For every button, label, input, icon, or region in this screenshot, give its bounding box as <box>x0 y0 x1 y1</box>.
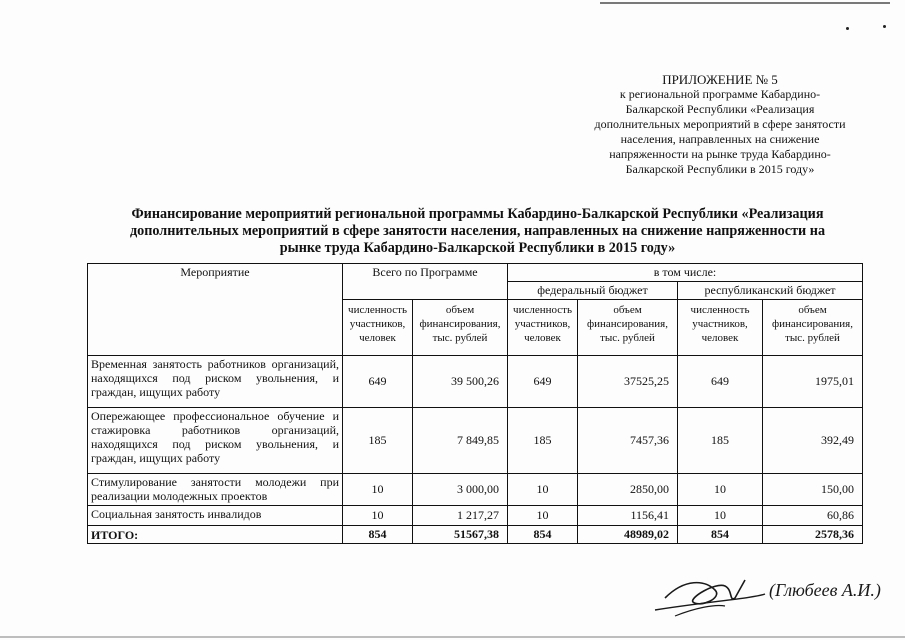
appendix-line: напряженности на рынке труда Кабардино- <box>609 147 831 161</box>
cell-rep-sum: 150,00 <box>763 474 863 506</box>
cell-total-people: 854 <box>343 526 413 544</box>
row-name: Опережающее профессиональное обучение и стажировка работников организаций, находящихся под риском увольнения, и граждан, ищущих работу <box>88 408 343 474</box>
cell-fed-sum: 2850,00 <box>578 474 678 506</box>
scan-speck <box>846 27 849 30</box>
row-name: Стимулирование занятости молодежи при реализации молодежных проектов <box>88 474 343 506</box>
scan-edge-bottom <box>0 636 905 638</box>
table-row <box>88 408 863 474</box>
header-measure: Мероприятие <box>88 264 343 356</box>
cell-fed-sum: 1156,41 <box>578 506 678 526</box>
cell-total-sum: 7 849,85 <box>413 408 508 474</box>
cell-total-people: 185 <box>343 408 413 474</box>
handwritten-signature <box>645 568 905 628</box>
total-row <box>88 526 863 544</box>
header-including: в том числе: <box>508 264 863 282</box>
header-volume: объем финансирования, тыс. рублей <box>413 300 508 356</box>
signature-text: (Глюбеев А.И.) <box>769 580 881 600</box>
cell-total-people: 10 <box>343 474 413 506</box>
cell-rep-sum: 2578,36 <box>763 526 863 544</box>
cell-fed-people: 649 <box>508 356 578 408</box>
cell-total-people: 649 <box>343 356 413 408</box>
header-volume: объем финансирования, тыс. рублей <box>578 300 678 356</box>
header-total-program: Всего по Программе <box>343 264 508 300</box>
cell-rep-sum: 392,49 <box>763 408 863 474</box>
cell-total-sum: 3 000,00 <box>413 474 508 506</box>
cell-fed-sum: 37525,25 <box>578 356 678 408</box>
cell-fed-sum: 48989,02 <box>578 526 678 544</box>
scan-speck <box>883 25 886 28</box>
appendix-heading: ПРИЛОЖЕНИЕ № 5 <box>662 72 778 87</box>
cell-total-sum: 51567,38 <box>413 526 508 544</box>
appendix-line: к региональной программе Кабардино- <box>619 87 821 101</box>
header-participants: численность участников, человек <box>678 300 763 356</box>
cell-rep-people: 10 <box>678 474 763 506</box>
row-name: Временная занятость работников организаций, находящихся под риском увольнения, и граждан, ищущих работу <box>88 356 343 408</box>
scan-edge-top <box>600 2 890 4</box>
cell-fed-people: 185 <box>508 408 578 474</box>
cell-rep-people: 10 <box>678 506 763 526</box>
appendix-line: дополнительных мероприятий в сфере занятости <box>594 117 846 131</box>
appendix-line: Балкарской Республики «Реализация <box>625 102 815 116</box>
cell-total-sum: 1 217,27 <box>413 506 508 526</box>
cell-fed-sum: 7457,36 <box>578 408 678 474</box>
appendix-line: населения, направленных на снижение <box>620 132 820 146</box>
appendix-line: Балкарской Республики в 2015 году» <box>625 162 815 176</box>
cell-rep-people: 185 <box>678 408 763 474</box>
header-federal: федеральный бюджет <box>508 282 678 300</box>
header-participants: численность участников, человек <box>508 300 578 356</box>
table-row <box>88 356 863 408</box>
cell-total-people: 10 <box>343 506 413 526</box>
title-line: дополнительных мероприятий в сфере занятости населения, направленных на снижение напряженности на <box>129 223 826 239</box>
cell-fed-people: 10 <box>508 474 578 506</box>
header-republic: республиканский бюджет <box>678 282 863 300</box>
table-row <box>88 474 863 506</box>
header-volume: объем финансирования, тыс. рублей <box>763 300 863 356</box>
row-name: Социальная занятость инвалидов <box>88 506 343 526</box>
financing-table <box>87 263 863 544</box>
cell-rep-people: 649 <box>678 356 763 408</box>
cell-fed-people: 854 <box>508 526 578 544</box>
table-row <box>88 506 863 526</box>
cell-rep-people: 854 <box>678 526 763 544</box>
cell-total-sum: 39 500,26 <box>413 356 508 408</box>
document-title <box>55 206 900 257</box>
cell-rep-sum: 60,86 <box>763 506 863 526</box>
appendix-block <box>575 72 865 177</box>
cell-fed-people: 10 <box>508 506 578 526</box>
title-line: рынке труда Кабардино-Балкарской Республики в 2015 году» <box>279 240 676 256</box>
title-line: Финансирование мероприятий региональной программы Кабардино-Балкарской Республики «Реализация <box>131 206 824 222</box>
header-participants: численность участников, человек <box>343 300 413 356</box>
cell-rep-sum: 1975,01 <box>763 356 863 408</box>
total-label: ИТОГО: <box>88 526 343 544</box>
